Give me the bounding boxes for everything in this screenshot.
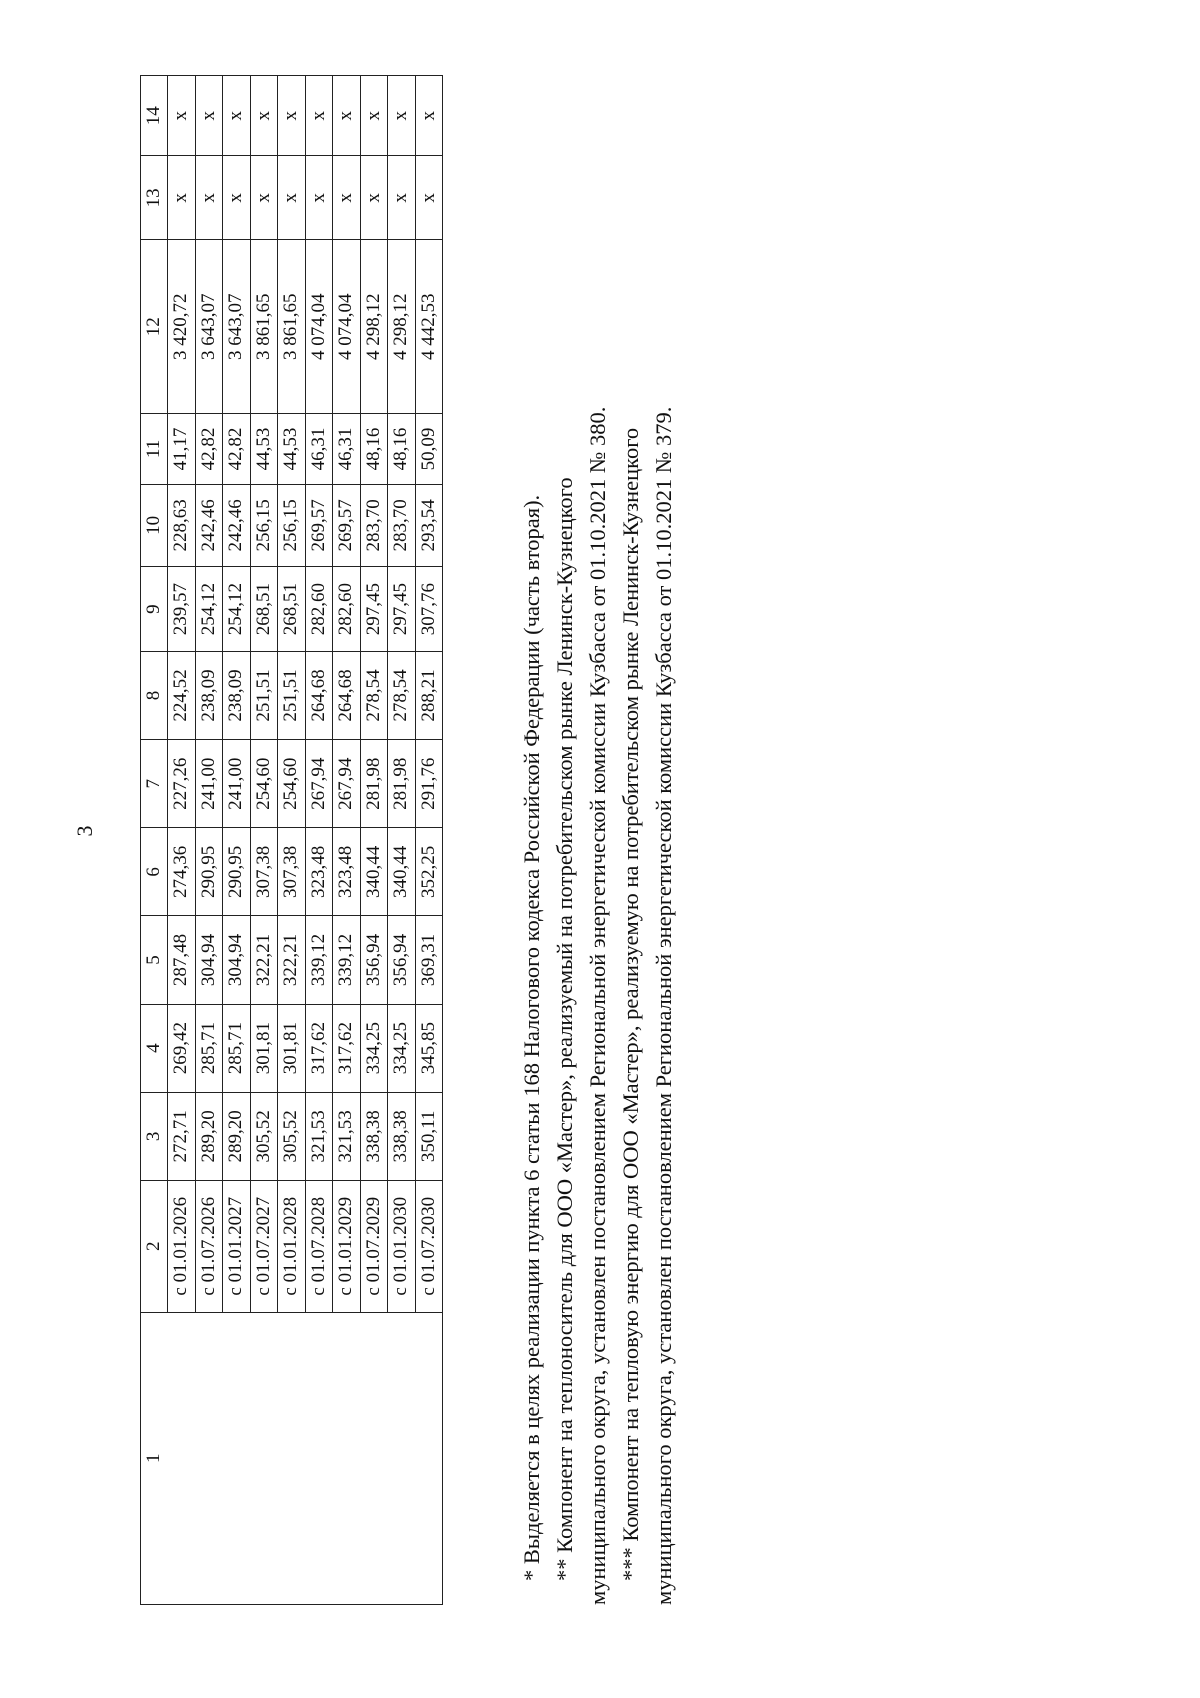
- table-cell: 4 298,12: [360, 240, 388, 414]
- table-cell: 322,21: [250, 916, 278, 1004]
- column-number-cell: 9: [141, 567, 168, 652]
- table-cell: 4 074,04: [305, 240, 333, 414]
- table-cell: 256,15: [278, 484, 306, 567]
- table-cell: 285,71: [195, 1004, 223, 1092]
- table-cell: 301,81: [278, 1004, 306, 1092]
- table-row: [168, 76, 196, 1605]
- table-cell: 242,46: [195, 484, 223, 567]
- table-cell: 268,51: [278, 567, 306, 652]
- table-row: [305, 76, 333, 1605]
- table-row: [333, 76, 361, 1605]
- table-cell: 3 861,65: [278, 240, 306, 414]
- table-cell: 340,44: [388, 828, 416, 916]
- table-cell: х: [388, 156, 416, 240]
- table-cell: х: [415, 76, 443, 156]
- table-cell: 269,42: [168, 1004, 196, 1092]
- table-cell: 42,82: [195, 414, 223, 484]
- table-cell: 238,09: [195, 651, 223, 739]
- table-cell: 288,21: [415, 651, 443, 739]
- table-cell: 307,38: [250, 828, 278, 916]
- table-cell: х: [168, 156, 196, 240]
- table-cell: 278,54: [360, 651, 388, 739]
- table-cell: х: [223, 76, 251, 156]
- table-cell: с 01.01.2027: [223, 1180, 251, 1312]
- table-cell: 340,44: [360, 828, 388, 916]
- table-cell: 274,36: [168, 828, 196, 916]
- table-cell: 41,17: [168, 414, 196, 484]
- table-cell: 268,51: [250, 567, 278, 652]
- table-cell: 283,70: [388, 484, 416, 567]
- table-cell: с 01.07.2028: [305, 1180, 333, 1312]
- table-cell: с 01.01.2026: [168, 1180, 196, 1312]
- table-cell: 338,38: [388, 1092, 416, 1180]
- table-cell: 241,00: [195, 740, 223, 828]
- table-cell: х: [305, 156, 333, 240]
- table-cell: 339,12: [305, 916, 333, 1004]
- table-cell: 281,98: [388, 740, 416, 828]
- table-cell: с 01.01.2030: [388, 1180, 416, 1312]
- table-cell: х: [415, 156, 443, 240]
- table-cell: х: [168, 76, 196, 156]
- table-cell: 323,48: [333, 828, 361, 916]
- table-cell: 356,94: [388, 916, 416, 1004]
- table-row: [278, 76, 306, 1605]
- table-cell: х: [223, 156, 251, 240]
- column-number-cell: 13: [141, 156, 168, 240]
- table-cell: 3 420,72: [168, 240, 196, 414]
- footnotes: [515, 75, 680, 1605]
- table-cell: [305, 1312, 333, 1604]
- page-number: 3: [72, 825, 97, 837]
- table-row: [195, 76, 223, 1605]
- table-cell: 356,94: [360, 916, 388, 1004]
- table-cell: [195, 1312, 223, 1604]
- table-cell: 44,53: [250, 414, 278, 484]
- table-cell: 50,09: [415, 414, 443, 484]
- table-cell: с 01.07.2027: [250, 1180, 278, 1312]
- column-number-cell: 1: [141, 1312, 168, 1604]
- table-cell: 307,38: [278, 828, 306, 916]
- table-cell: 282,60: [305, 567, 333, 652]
- table-cell: 301,81: [250, 1004, 278, 1092]
- table-cell: 291,76: [415, 740, 443, 828]
- footnote-coolant-line2: муниципального округа, установлен постановлением Региональной энергетической комиссии Кузбасса от 01.10.2021 № 380.: [585, 406, 610, 1605]
- table-cell: х: [250, 156, 278, 240]
- table-cell: 297,45: [388, 567, 416, 652]
- table-row: [223, 76, 251, 1605]
- table-cell: 267,94: [305, 740, 333, 828]
- table-cell: 369,31: [415, 916, 443, 1004]
- table-cell: 317,62: [333, 1004, 361, 1092]
- table-cell: 290,95: [223, 828, 251, 916]
- table-cell: 304,94: [195, 916, 223, 1004]
- footnote-heat-line2: муниципального округа, установлен постановлением Региональной энергетической комиссии Кузбасса от 01.10.2021 № 379.: [651, 406, 676, 1605]
- table-cell: 305,52: [278, 1092, 306, 1180]
- table-cell: 4 442,53: [415, 240, 443, 414]
- table-cell: 285,71: [223, 1004, 251, 1092]
- table-cell: 321,53: [333, 1092, 361, 1180]
- table-cell: 278,54: [388, 651, 416, 739]
- table-cell: 272,71: [168, 1092, 196, 1180]
- footnote-heat-line1: *** Компонент на тепловую энергию для ООО «Мастер», реализуемую на потребительском рынке Ленинск-Кузнецкого: [618, 427, 643, 1581]
- table-cell: х: [195, 76, 223, 156]
- table-cell: [333, 1312, 361, 1604]
- table-body: [141, 76, 443, 1605]
- table-cell: 3 643,07: [223, 240, 251, 414]
- table-cell: 251,51: [278, 651, 306, 739]
- table-cell: [168, 1312, 196, 1604]
- table-row: [360, 76, 388, 1605]
- table-row: [388, 76, 416, 1605]
- table-cell: 227,26: [168, 740, 196, 828]
- table-cell: с 01.07.2029: [360, 1180, 388, 1312]
- table-cell: [278, 1312, 306, 1604]
- table-cell: х: [278, 76, 306, 156]
- table-cell: 239,57: [168, 567, 196, 652]
- table-cell: 305,52: [250, 1092, 278, 1180]
- table-cell: 44,53: [278, 414, 306, 484]
- table-cell: х: [305, 76, 333, 156]
- table-cell: 338,38: [360, 1092, 388, 1180]
- table-cell: 334,25: [388, 1004, 416, 1092]
- table-cell: 352,25: [415, 828, 443, 916]
- table-cell: 290,95: [195, 828, 223, 916]
- table-cell: 282,60: [333, 567, 361, 652]
- table-cell: 289,20: [195, 1092, 223, 1180]
- table-row: [250, 76, 278, 1605]
- table-cell: 238,09: [223, 651, 251, 739]
- table-cell: 269,57: [333, 484, 361, 567]
- table-cell: 4 298,12: [388, 240, 416, 414]
- table-cell: 251,51: [250, 651, 278, 739]
- table-cell: 307,76: [415, 567, 443, 652]
- table-cell: 228,63: [168, 484, 196, 567]
- table-cell: 323,48: [305, 828, 333, 916]
- column-number-cell: 8: [141, 651, 168, 739]
- table-cell: [360, 1312, 388, 1604]
- table-cell: 334,25: [360, 1004, 388, 1092]
- column-number-cell: 2: [141, 1180, 168, 1312]
- column-number-cell: 11: [141, 414, 168, 484]
- table-header-row: [141, 76, 168, 1605]
- footnote-coolant-line1: ** Компонент на теплоноситель для ООО «Мастер», реализуемый на потребительском рынке Ленинск-Кузнецкого: [552, 477, 577, 1581]
- table-cell: 304,94: [223, 916, 251, 1004]
- table-cell: 254,12: [195, 567, 223, 652]
- table-cell: 267,94: [333, 740, 361, 828]
- table-cell: с 01.07.2026: [195, 1180, 223, 1312]
- table-cell: с 01.01.2029: [333, 1180, 361, 1312]
- table-cell: х: [278, 156, 306, 240]
- column-number-cell: 14: [141, 76, 168, 156]
- table-cell: 254,12: [223, 567, 251, 652]
- footnote-vat: * Выделяется в целях реализации пункта 6 статьи 168 Налогового кодекса Российской Федерации (часть вторая).: [519, 494, 544, 1581]
- table-cell: 3 861,65: [250, 240, 278, 414]
- table-cell: 322,21: [278, 916, 306, 1004]
- table-cell: 283,70: [360, 484, 388, 567]
- table-cell: х: [195, 156, 223, 240]
- tariff-table: [140, 75, 443, 1605]
- table-cell: х: [250, 76, 278, 156]
- table-cell: 46,31: [305, 414, 333, 484]
- table-cell: 264,68: [305, 651, 333, 739]
- table-cell: 293,54: [415, 484, 443, 567]
- table-cell: х: [360, 156, 388, 240]
- table-cell: 297,45: [360, 567, 388, 652]
- column-number-cell: 3: [141, 1092, 168, 1180]
- table-cell: 281,98: [360, 740, 388, 828]
- table-cell: 4 074,04: [333, 240, 361, 414]
- column-number-cell: 10: [141, 484, 168, 567]
- table-cell: 254,60: [278, 740, 306, 828]
- table-cell: 350,11: [415, 1092, 443, 1180]
- table-cell: 264,68: [333, 651, 361, 739]
- table-cell: 339,12: [333, 916, 361, 1004]
- column-number-cell: 5: [141, 916, 168, 1004]
- table-cell: 224,52: [168, 651, 196, 739]
- table-cell: 48,16: [388, 414, 416, 484]
- table-cell: 269,57: [305, 484, 333, 567]
- table-cell: 3 643,07: [195, 240, 223, 414]
- column-number-cell: 6: [141, 828, 168, 916]
- table-cell: 321,53: [305, 1092, 333, 1180]
- column-number-cell: 12: [141, 240, 168, 414]
- table-cell: 345,85: [415, 1004, 443, 1092]
- table-cell: [223, 1312, 251, 1604]
- table-cell: 48,16: [360, 414, 388, 484]
- table-cell: 256,15: [250, 484, 278, 567]
- table-cell: [388, 1312, 416, 1604]
- table-cell: 46,31: [333, 414, 361, 484]
- table-row: [415, 76, 443, 1605]
- table-cell: 254,60: [250, 740, 278, 828]
- table-cell: 317,62: [305, 1004, 333, 1092]
- table-cell: х: [333, 76, 361, 156]
- column-number-cell: 7: [141, 740, 168, 828]
- table-cell: х: [333, 156, 361, 240]
- table-cell: [250, 1312, 278, 1604]
- table-cell: 241,00: [223, 740, 251, 828]
- table-cell: х: [388, 76, 416, 156]
- table-cell: х: [360, 76, 388, 156]
- table-cell: [415, 1312, 443, 1604]
- column-number-cell: 4: [141, 1004, 168, 1092]
- table-cell: 289,20: [223, 1092, 251, 1180]
- table-cell: 242,46: [223, 484, 251, 567]
- rotated-content: [140, 75, 680, 1605]
- table-cell: 42,82: [223, 414, 251, 484]
- table-cell: с 01.01.2028: [278, 1180, 306, 1312]
- table-cell: с 01.07.2030: [415, 1180, 443, 1312]
- table-cell: 287,48: [168, 916, 196, 1004]
